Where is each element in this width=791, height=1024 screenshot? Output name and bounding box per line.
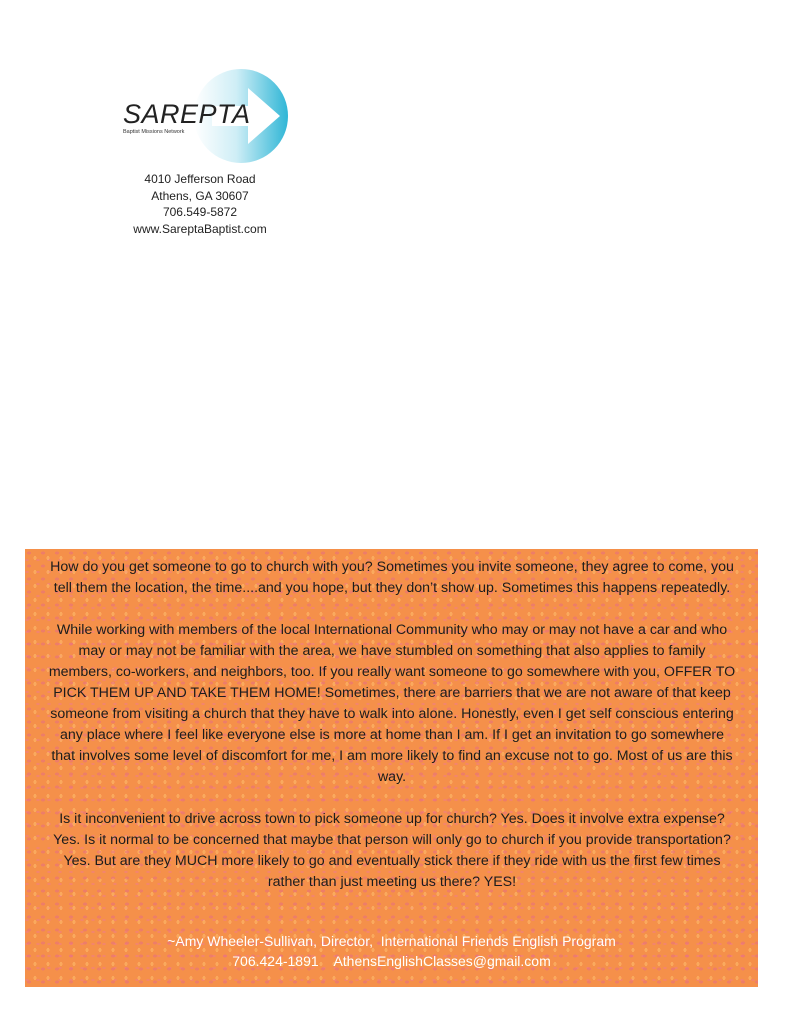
address-phone: 706.549-5872 (162, 205, 238, 219)
contact-line: 706.424-1891 AthensEnglishClasses@gmail.com (232, 953, 551, 969)
paragraph-3: Is it inconvenient to drive across town to pick someone up for church? Yes. Does it involve extra expense? Yes. Is it normal to be concerned that maybe that person will only go to church if you provide transportation? Yes. But are they MUCH more likely to go and eventually stick there if they ride with us the first few times rather than just meeting us there? YES! (53, 811, 731, 890)
address-website: www.SareptaBaptist.com (133, 221, 267, 236)
address-street: 4010 Jefferson Road (144, 172, 256, 186)
signature-block (25, 931, 758, 971)
logo-tagline: Baptist Missions Network (123, 129, 185, 135)
message-body (47, 557, 737, 914)
sarepta-logo (120, 68, 290, 166)
paragraph-1: How do you get someone to go to church with you? Sometimes you invite someone, they agree to come, you tell them the location, the time....and you hope, but they don’t show up. Sometimes this happens repeatedly. (50, 559, 734, 596)
paragraph-2: While working with members of the local International Community who may or may not have a car and who may or may not be familiar with the area, we have stumbled on something that also applies to family members, co-workers, and neighbors, too. If you really want someone to go somewhere with you, OFFER TO PICK THEM UP AND TAKE THEM HOME! Sometimes, there are barriers that we are not aware of that keep someone from visiting a church that they have to walk into alone. Honestly, even I get self conscious entering any place where I feel like everyone else is more at home than I am. If I get an invitation to go somewhere that involves some level of discomfort for me, I am more likely to find an excuse not to go. Most of us are this way. (48, 622, 736, 785)
message-panel (25, 549, 758, 987)
address-city: Athens, GA 30607 (151, 188, 249, 203)
address-block (100, 171, 300, 237)
logo-wordmark: SAREPTA (123, 99, 251, 129)
signature-line: ~Amy Wheeler-Sullivan, Director, International Friends English Program (167, 933, 616, 949)
